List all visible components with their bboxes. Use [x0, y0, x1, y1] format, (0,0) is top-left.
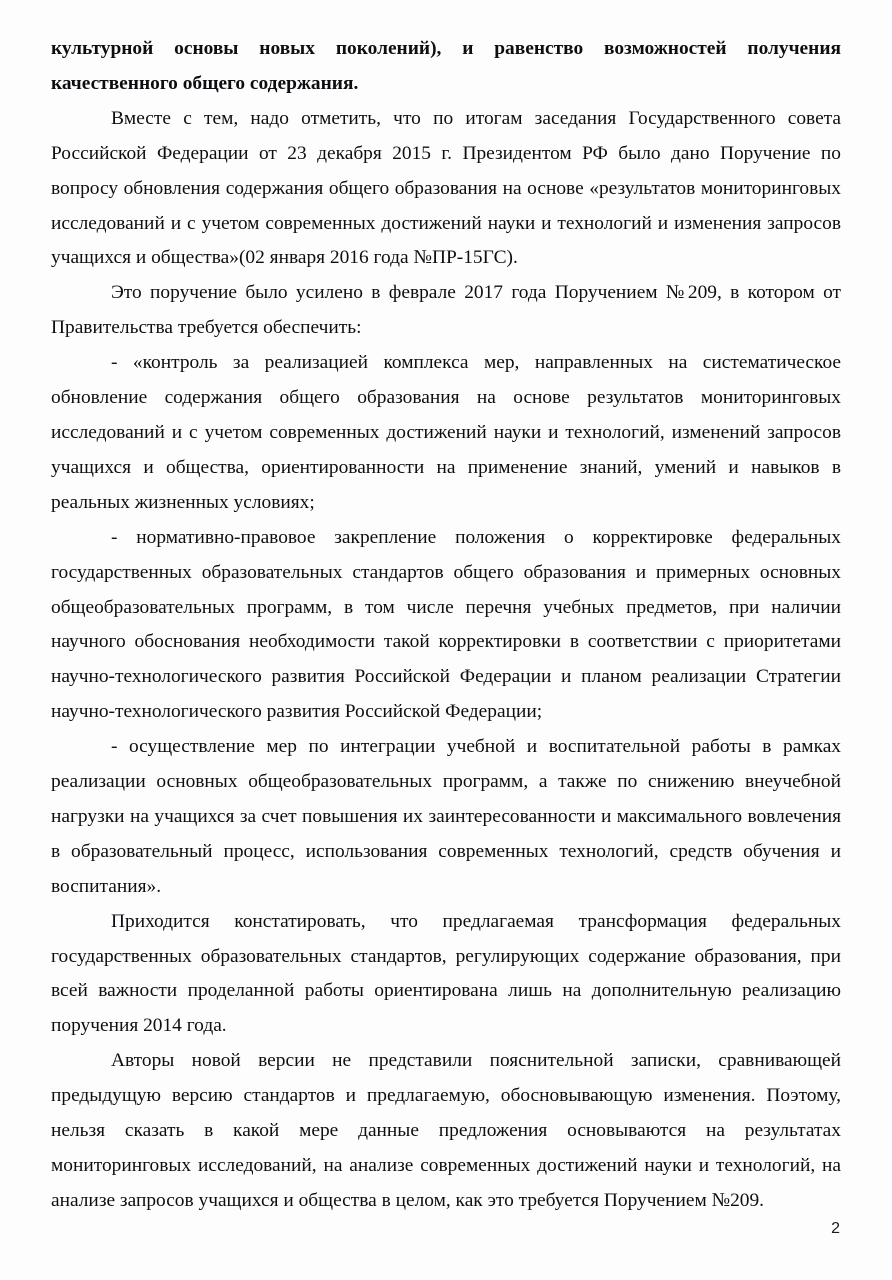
paragraph-transformation: Приходится констатировать, что предлагаемая трансформация федеральных государственных образовательных стандартов, регулирующих содержание образования, при всей важности проделанной работы ориентирована лишь на дополнительную реализацию поручения 2014 года.	[51, 910, 841, 1037]
list-item-control: - «контроль за реализацией комплекса мер, направленных на систематическое обновление содержания общего образования на основе результатов мониторинговых исследований и с учетом современных достижений науки и технологий, изменений запросов учащихся и общества, ориентированности на применение знаний, умений и навыков в реальных жизненных условиях;	[51, 352, 841, 513]
paragraph-continuation: культурной основы новых поколений), и равенство возможностей получения качественного общего содержания.	[51, 38, 841, 94]
list-item-integration: - осуществление мер по интеграции учебной и воспитательной работы в рамках реализации основных общеобразовательных программ, а также по снижению внеучебной нагрузки на учащихся за счет повышения их заинтересованности и максимального вовлечения в образовательный процесс, использования современных технологий, средств обучения и воспитания».	[51, 736, 841, 897]
page-number: 2	[831, 1220, 840, 1237]
paragraph-authors: Авторы новой версии не представили пояснительной записки, сравнивающей предыдущую версию стандартов и предлагаемую, обосновывающую изменения. Поэтому, нельзя сказать в какой мере данные предложения основываются на результатах мониторинговых исследований, на анализе современных достижений науки и технологий, на анализе запросов учащихся и общества в целом, как это требуется Поручением №209.	[51, 1050, 841, 1211]
list-item-regulation: - нормативно-правовое закрепление положения о корректировке федеральных государственных образовательных стандартов общего образования и примерных основных общеобразовательных программ, в том числе перечня учебных предметов, при наличии научного обоснования необходимости такой корректировки в соответствии с приоритетами научно-технологического развития Российской Федерации и планом реализации Стратегии научно-технологического развития Российской Федерации;	[51, 526, 841, 723]
paragraph-order-209: Это поручение было усилено в феврале 2017 года Поручением №209, в котором от Правительства требуется обеспечить:	[51, 282, 841, 339]
paragraph-state-council: Вместе с тем, надо отметить, что по итогам заседания Государственного совета Российской Федерации от 23 декабря 2015 г. Президентом РФ было дано Поручение по вопросу обновления содержания общего образования на основе «результатов мониторинговых исследований и с учетом современных достижений науки и технологий и изменения запросов учащихся и общества»(02 января 2016 года №ПР-15ГС).	[51, 107, 841, 269]
document-body	[51, 32, 841, 1219]
